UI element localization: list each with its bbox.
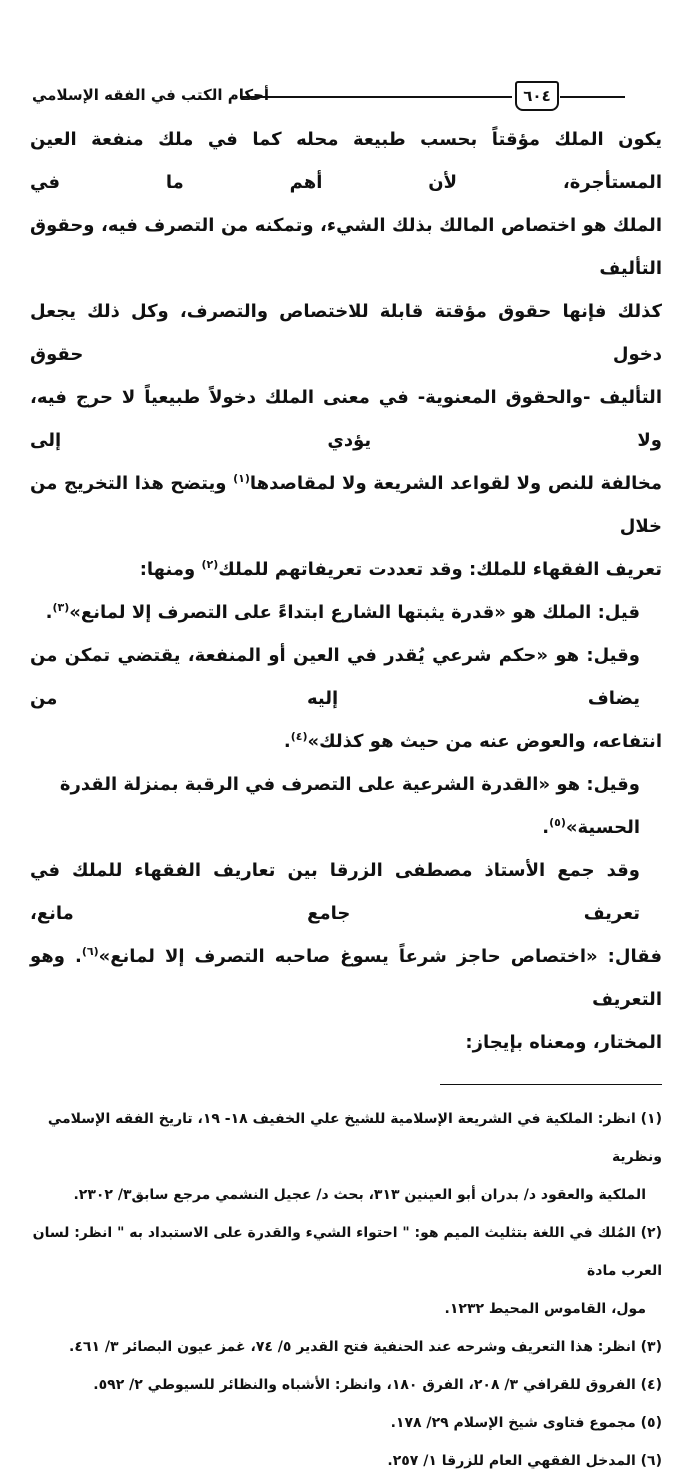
line-text: كذلك فإنها حقوق مؤقتة قابلة للاختصاص والتصرف، وكل ذلك يجعل دخول حقوق [30, 301, 662, 365]
body-line [30, 591, 662, 634]
footnote-separator-area [0, 1064, 694, 1100]
body-line [30, 462, 662, 548]
line-text-after: . [542, 817, 550, 838]
body-line [30, 720, 662, 763]
footnote-marker: (١) [233, 472, 250, 485]
footnote-line: الملكية والعقود د/ بدران أبو العينين ٣١٣، بحث د/ عجيل النشمي مرجع سابق٣/ ٢٣٠٢. [73, 1187, 646, 1203]
line-text: المختار، ومعناه بإيجاز: [465, 1032, 662, 1053]
footnote-marker: (٢) [201, 558, 219, 571]
footnotes [30, 1100, 662, 1480]
line-text: انتفاعه، والعوض عنه من حيث هو كذلك» [307, 731, 662, 752]
body-line [30, 849, 662, 935]
footnote-marker: (٣) [52, 601, 70, 614]
line-text-after: . وهو التعريف [30, 946, 662, 1010]
footnote-marker: (٥) [549, 816, 566, 829]
line-text: فقال: «اختصاص حاجز شرعاً يسوغ صاحبه التصرف إلا لمانع» [98, 946, 662, 967]
line-text: مخالفة للنص ولا لقواعد الشريعة ولا لمقاصدها [249, 473, 663, 494]
line-text-after: ومنها: [139, 559, 202, 580]
line-text: وقد جمع الأستاذ مصطفى الزرقا بين تعاريف الفقهاء للملك في تعريف جامع مانع، [30, 860, 640, 924]
line-text: وقيل: هو «حكم شرعي يُقدر في العين أو المنفعة، يقتضي تمكن من يضاف إليه من [30, 645, 640, 709]
line-text: تعريف الفقهاء للملك: وقد تعددت تعريفاتهم للملك [218, 559, 662, 580]
body-line [30, 118, 662, 204]
body-line [30, 935, 662, 1021]
body-line [30, 634, 662, 720]
body-line [30, 763, 662, 849]
line-text-after: . [45, 602, 53, 623]
book-title: أحكام الكتب في الفقه الإسلامي [32, 86, 270, 104]
header-rule-left [240, 96, 512, 98]
footnote-marker: (٦) [81, 945, 99, 958]
body-text [30, 118, 662, 1064]
footnote-line: (٦) المدخل الفقهي العام للزرقا ١/ ٢٥٧. [387, 1453, 662, 1469]
page-number: ٦٠٤ [515, 81, 559, 111]
line-text: الملك هو اختصاص المالك بذلك الشيء، وتمكنه من التصرف فيه، وحقوق التأليف [30, 215, 662, 279]
header-rule-right [560, 96, 625, 98]
body-line [30, 548, 662, 591]
footnote-line: (٥) مجموع فتاوى شيخ الإسلام ٢٩/ ١٧٨. [390, 1415, 662, 1431]
footnote-line: (٤) الفروق للقرافي ٣/ ٢٠٨، الفرق ١٨٠، وانظر: الأشباه والنظائر للسيوطي ٢/ ٥٩٢. [93, 1377, 662, 1393]
line-text: التأليف -والحقوق المعنوية- في معنى الملك دخولاً طبيعياً لا حرج فيه، ولا يؤدي إلى [30, 387, 662, 451]
body-line [30, 204, 662, 290]
footnote-marker: (٤) [290, 730, 308, 743]
body-line [30, 290, 662, 376]
footnote-line: (٣) انظر: هذا التعريف وشرحه عند الحنفية فتح القدير ٥/ ٧٤، غمز عيون البصائر ٣/ ٤٦١. [69, 1339, 662, 1355]
line-text: وقيل: هو «القدرة الشرعية على التصرف في الرقبة بمنزلة القدرة الحسية» [59, 774, 640, 838]
line-text: قيل: الملك هو «قدرة يثبتها الشارع ابتداءً على التصرف إلا لمانع» [69, 602, 640, 623]
footnote-line: (١) انظر: الملكية في الشريعة الإسلامية للشيخ علي الخفيف ١٨- ١٩، تاريخ الفقه الإسلامي ونظرية [47, 1111, 662, 1165]
page-header [0, 0, 694, 118]
line-text-after: ويتضح هذا التخريج من خلال [30, 473, 662, 537]
line-text: يكون الملك مؤقتاً بحسب طبيعة محله كما في ملك منفعة العين المستأجرة، لأن أهم ما في [30, 129, 662, 193]
footnote-line: مول، القاموس المحيط ١٢٣٢. [444, 1301, 646, 1317]
footnote-separator [440, 1084, 662, 1085]
body-line [30, 376, 662, 462]
footnote-line: (٢) المُلك في اللغة بتثليث الميم هو: " احتواء الشيء والقدرة على الاستبداد به " انظر: لسان العرب مادة [32, 1225, 662, 1279]
body-line [30, 1021, 662, 1064]
line-text-after: . [283, 731, 291, 752]
